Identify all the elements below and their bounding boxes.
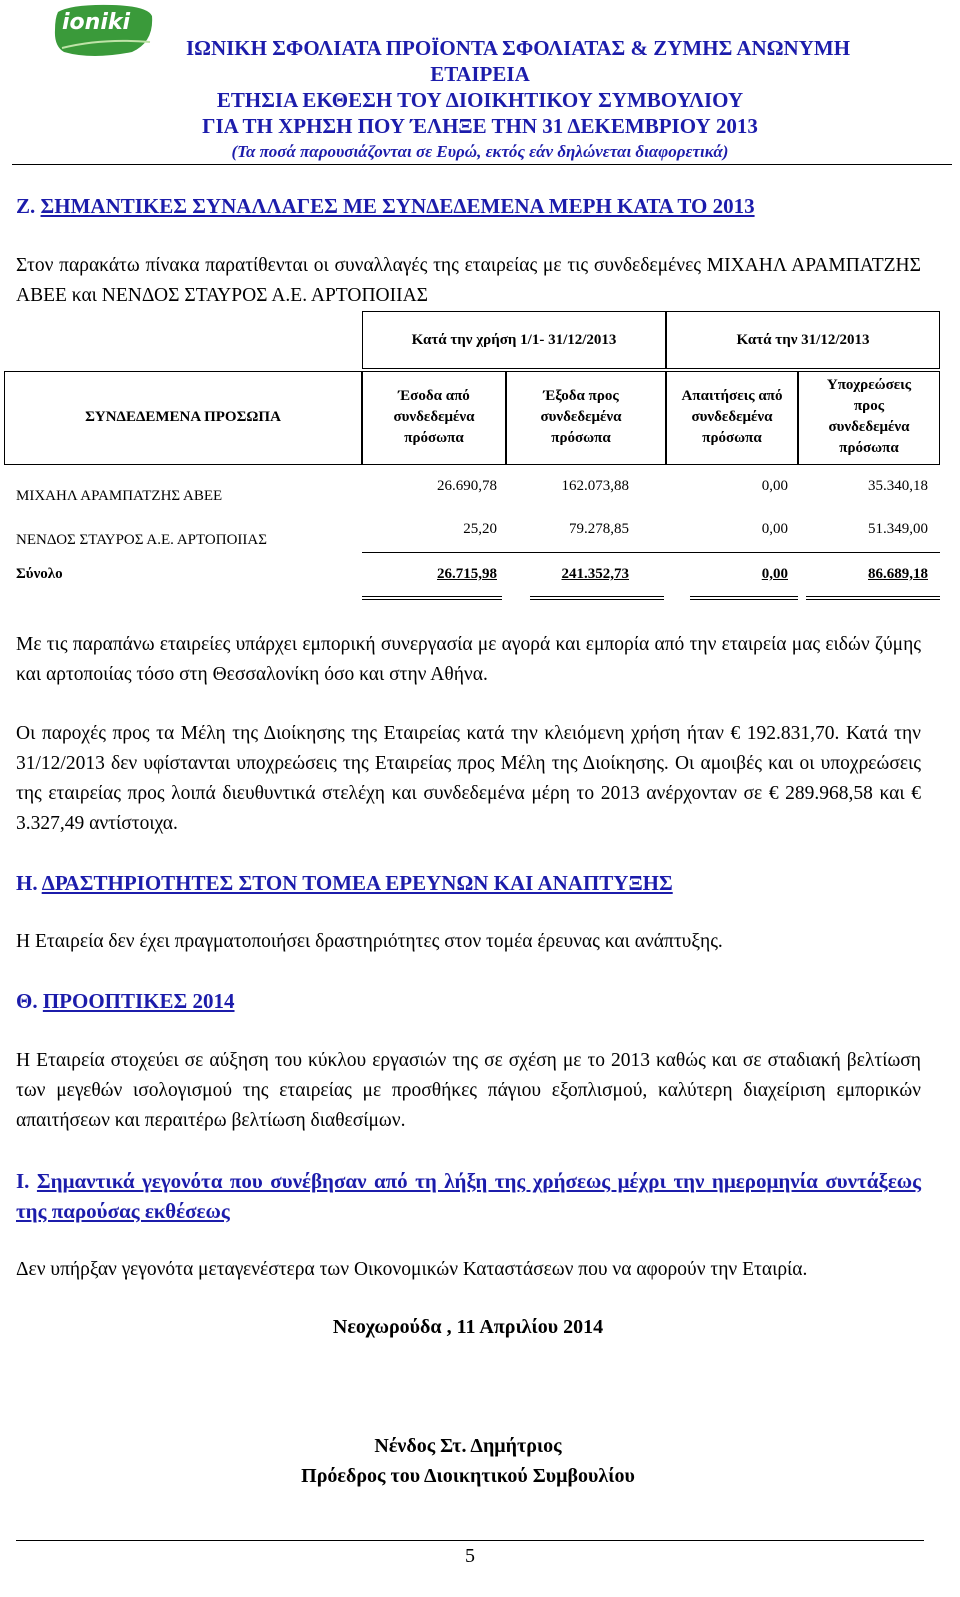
section-h-heading <box>16 869 673 897</box>
total-double-rule <box>806 596 940 600</box>
header-title-line1: ΙΩΝΙΚΗ ΣΦΟΛΙΑΤΑ ΠΡΟΪΟΝΤΑ ΣΦΟΛΙΑΤΑΣ & ΖΥΜΗΣ ΑΝΩΝΥΜΗ <box>185 36 851 60</box>
header-title-line4: ΓΙΑ ΤΗ ΧΡΗΣΗ ΠΟΥ ΈΛΗΞΕ ΤΗΝ 31 ΔΕΚΕΜΒΡΙΟΥ 2013 <box>202 114 758 138</box>
header-divider <box>12 164 952 165</box>
group-header-date-label: Κατά την 31/12/2013 <box>736 332 870 348</box>
section-th-title: ΠΡΟΟΠΤΙΚΕΣ 2014 <box>42 989 235 1013</box>
group-header-period-label: Κατά την χρήση 1/1- 31/12/2013 <box>411 332 617 348</box>
logo-wordmark: ioniki <box>62 10 131 35</box>
col-header-income-label: Έσοδα από συνδεδεμένα πρόσωπα <box>393 388 475 446</box>
table-total-cell: 86.689,18 <box>868 566 928 582</box>
table-total-cell: 26.715,98 <box>437 566 497 582</box>
col-header-liabilities-label: Υποχρεώσεις προς συνδεδεμένα πρόσωπα <box>826 377 912 456</box>
col-header-receivables-label: Απαιτήσεις από συνδεδεμένα πρόσωπα <box>681 388 783 446</box>
place-date: Νεοχωρούδα , 11 Απριλίου 2014 <box>332 1316 604 1338</box>
table-row-label: ΝΕΝΔΟΣ ΣΤΑΥΡΟΣ Α.Ε. ΑΡΤΟΠΟΙΙΑΣ <box>16 532 267 548</box>
section-i-heading <box>16 1166 921 1226</box>
section-h-text: Η Εταιρεία δεν έχει πραγματοποιήσει δραστηριότητες στον τομέα έρευνας και ανάπτυξης. <box>16 931 723 952</box>
table-cell: 0,00 <box>761 521 788 537</box>
table-cell: 25,20 <box>463 521 497 537</box>
header-title-line3: ΕΤΗΣΙΑ ΕΚΘΕΣΗ ΤΟΥ ΔΙΟΙΚΗΤΙΚΟΥ ΣΥΜΒΟΥΛΙΟΥ <box>216 88 744 112</box>
total-double-rule <box>690 596 798 600</box>
section-th-text: Η Εταιρεία στοχεύει σε αύξηση του κύκλου εργασιών της σε σχέση με το 2013 καθώς και σε σταδιακή βελτίωση των μεγεθών ισολογισμού της εταιρείας με προσθήκες πάγιου εξοπλισμού, καλύτερη διαχείριση εμπορικών απαιτήσεων και περαιτέρω βελτίωση διαθεσίμων. <box>16 1050 921 1131</box>
col-header-parties-label: ΣΥΝΔΕΔΕΜΕΝΑ ΠΡΟΣΩΠΑ <box>85 409 281 425</box>
paragraph-management-fees: Οι παροχές προς τα Μέλη της Διοίκησης της Εταιρείας κατά την κλειόμενη χρήση ήταν € 192.831,70. Κατά την 31/12/2013 δεν υφίστανται υποχρεώσεις της Εταιρείας προς Μέλη της Διοίκησης. Οι αμοιβές και οι υποχρεώσεις της εταιρείας προς λοιπά διευθυντικά στελέχη και συνδεδεμένα μέρη το 2013 ανέρχονταν σε € 289.968,58 και € 3.327,49 αντίστοιχα. <box>16 723 921 834</box>
header-title-line2: ΕΤΑΙΡΕΙΑ <box>430 62 530 86</box>
table-total-cell: 241.352,73 <box>561 566 629 582</box>
table-cell: 79.278,85 <box>569 521 629 537</box>
section-i-title: Σημαντικά γεγονότα που συνέβησαν από τη λήξη της χρήσεως μέχρι την ημερομηνία συντάξεως της παρούσας εκθέσεως <box>16 1169 922 1223</box>
paragraph-cooperation: Με τις παραπάνω εταιρείες υπάρχει εμπορική συνεργασία με αγορά και εμπορία από την εταιρεία μας ειδών ζύμης και αρτοποιίας τόσο στη Θεσσαλονίκη όσο και στην Αθήνα. <box>16 634 921 685</box>
section-i-prefix: Ι. <box>16 1169 30 1193</box>
section-h-prefix: Η. <box>16 871 38 895</box>
section-z-heading <box>16 192 755 220</box>
table-cell: 162.073,88 <box>561 478 629 494</box>
page-header <box>0 0 960 166</box>
footer-divider <box>16 1540 924 1541</box>
section-z-title: ΣΗΜΑΝΤΙΚΕΣ ΣΥΝΑΛΛΑΓΕΣ ΜΕ ΣΥΝΔΕΔΕΜΕΝΑ ΜΕΡΗ ΚΑΤΑ ΤΟ 2013 <box>40 194 755 218</box>
page-number: 5 <box>465 1545 475 1567</box>
table-cell: 51.349,00 <box>868 521 928 537</box>
section-th-prefix: Θ. <box>16 989 38 1013</box>
col-header-expenses-label: Έξοδα προς συνδεδεμένα πρόσωπα <box>540 388 622 446</box>
table-cell: 35.340,18 <box>868 478 928 494</box>
subtotal-rule <box>362 552 940 553</box>
section-i-text: Δεν υπήρξαν γεγονότα μεταγενέστερα των Οικονομικών Καταστάσεων που να αφορούν την Εταιρία. <box>16 1259 808 1280</box>
section-h-title: ΔΡΑΣΤΗΡΙΟΤΗΤΕΣ ΣΤΟΝ ΤΟΜΕΑ ΕΡΕΥΝΩΝ ΚΑΙ ΑΝΑΠΤΥΞΗΣ <box>41 871 673 895</box>
table-row-label: ΜΙΧΑΗΛ ΑΡΑΜΠΑΤΖΗΣ ΑΒΕΕ <box>16 488 223 504</box>
total-double-rule <box>530 596 664 600</box>
section-z-prefix: Ζ. <box>16 194 36 218</box>
section-z-intro: Στον παρακάτω πίνακα παρατίθενται οι συναλλαγές της εταιρείας με τις συνδεδεμένες ΜΙΧΑΗΛ ΑΡΑΜΠΑΤΖΗΣ ΑΒΕΕ και ΝΕΝΔΟΣ ΣΤΑΥΡΟΣ Α.Ε. ΑΡΤΟΠΟΙΙΑΣ <box>16 255 921 306</box>
section-th-heading <box>16 987 235 1015</box>
table-total-label: Σύνολο <box>16 566 63 582</box>
table-total-cell: 0,00 <box>761 566 788 582</box>
signer-name: Νένδος Στ. Δημήτριος <box>374 1435 562 1457</box>
table-cell: 0,00 <box>761 478 788 494</box>
table-cell: 26.690,78 <box>437 478 497 494</box>
signer-title: Πρόεδρος του Διοικητικού Συμβουλίου <box>301 1465 635 1487</box>
total-double-rule <box>362 596 502 600</box>
header-subtitle: (Τα ποσά παρουσιάζονται σε Ευρώ, εκτός εάν δηλώνεται διαφορετικά) <box>231 142 729 161</box>
